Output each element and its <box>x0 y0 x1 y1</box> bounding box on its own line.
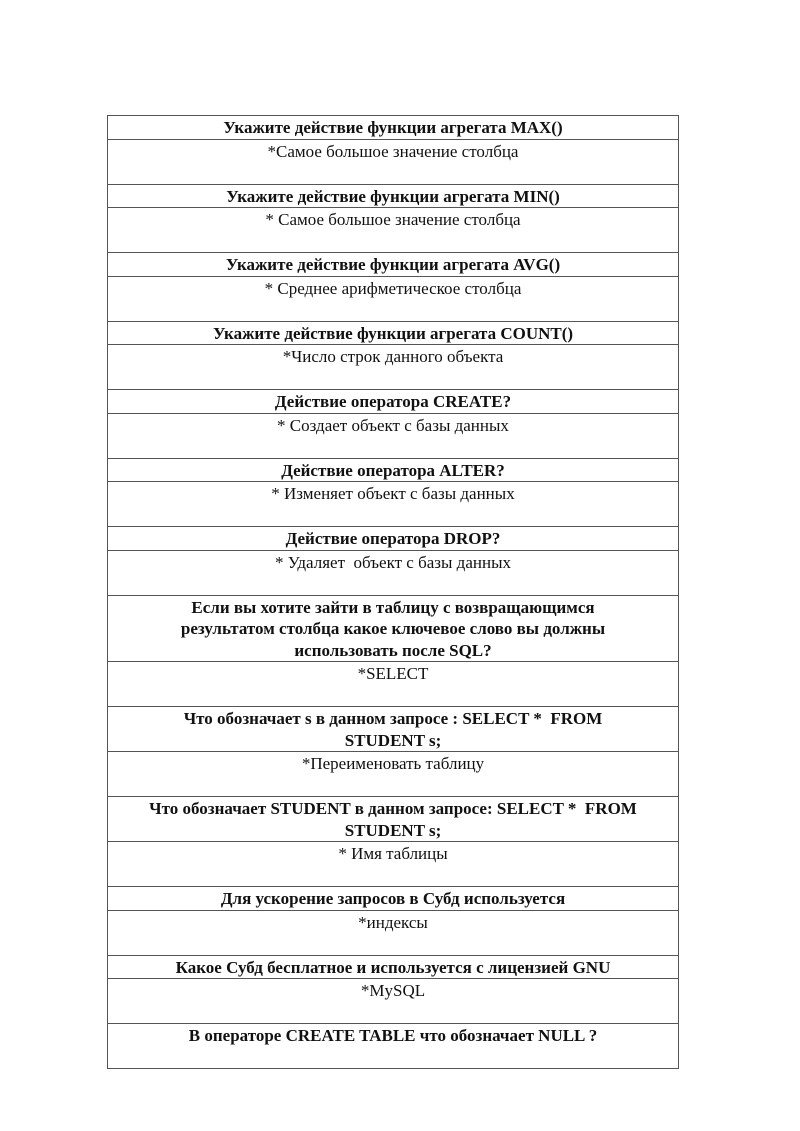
question-text: Укажите действие функции агрегата AVG() <box>225 255 561 274</box>
answer-cell <box>108 550 679 595</box>
answer-row <box>108 413 679 458</box>
answer-text: * Среднее арифметическое столбца <box>264 278 522 298</box>
answer-row <box>108 208 679 253</box>
question-cell <box>108 595 679 662</box>
question-row <box>108 458 679 482</box>
answer-text: * Самое большое значение столбца <box>265 210 521 229</box>
question-cell <box>108 527 679 551</box>
question-cell <box>108 116 679 140</box>
answer-cell <box>108 910 679 955</box>
question-cell <box>108 321 679 345</box>
answer-row <box>108 276 679 321</box>
question-text: В операторе CREATE TABLE что обозначает NULL ? <box>188 1026 598 1045</box>
question-row <box>108 1024 679 1069</box>
answer-text: *MySQL <box>360 981 426 1000</box>
answer-row <box>108 979 679 1024</box>
answer-text: *Переименовать таблицу <box>301 754 485 773</box>
answer-cell <box>108 208 679 253</box>
question-text: Какое Субд бесплатное и используется с лицензией GNU <box>175 957 611 977</box>
answer-row <box>108 139 679 184</box>
question-row <box>108 116 679 140</box>
question-row <box>108 527 679 551</box>
quiz-table <box>107 115 679 1069</box>
question-text: Укажите действие функции агрегата COUNT() <box>212 323 574 343</box>
question-row <box>108 321 679 345</box>
answer-row <box>108 550 679 595</box>
answer-row <box>108 752 679 797</box>
question-cell <box>108 458 679 482</box>
answer-cell <box>108 482 679 527</box>
question-text: Для ускорение запросов в Субд используется <box>220 889 566 908</box>
question-cell <box>108 887 679 911</box>
question-row <box>108 253 679 277</box>
answer-cell <box>108 842 679 887</box>
question-cell <box>108 253 679 277</box>
question-text: Действие оператора DROP? <box>285 529 501 548</box>
answer-row <box>108 842 679 887</box>
question-text: Укажите действие функции агрегата MIN() <box>226 186 560 206</box>
question-cell <box>108 1024 679 1069</box>
answer-cell <box>108 345 679 390</box>
answer-row <box>108 345 679 390</box>
answer-text: *Самое большое значение столбца <box>267 141 519 161</box>
answer-row <box>108 482 679 527</box>
question-row <box>108 595 679 662</box>
answer-cell <box>108 139 679 184</box>
question-row <box>108 955 679 979</box>
question-text: Если вы хотите зайти в таблицу с возвращающимся результатом столбца какое ключевое слово вы должны использовать после SQL? <box>180 597 606 660</box>
question-text: Укажите действие функции агрегата MAX() <box>223 118 563 137</box>
answer-text: *индексы <box>358 912 428 932</box>
question-text: Действие оператора CREATE? <box>274 392 512 411</box>
question-cell <box>108 707 679 752</box>
answer-cell <box>108 276 679 321</box>
question-row <box>108 184 679 208</box>
question-cell <box>108 390 679 414</box>
question-row <box>108 707 679 752</box>
answer-text: * Создает объект с базы данных <box>277 415 509 435</box>
question-text: Действие оператора ALTER? <box>281 460 505 480</box>
answer-cell <box>108 662 679 707</box>
question-text: Что обозначает STUDENT в данном запросе: SELECT * FROM STUDENT s; <box>149 799 642 840</box>
question-cell <box>108 797 679 842</box>
question-row <box>108 797 679 842</box>
answer-text: *SELECT <box>357 664 429 683</box>
answer-text: * Удаляет объект с базы данных <box>275 552 511 572</box>
answer-cell <box>108 413 679 458</box>
answer-cell <box>108 752 679 797</box>
question-cell <box>108 184 679 208</box>
answer-text: * Имя таблицы <box>338 844 448 863</box>
question-cell <box>108 955 679 979</box>
answer-row <box>108 910 679 955</box>
question-text: Что обозначает s в данном запросе : SELECT * FROM STUDENT s; <box>183 709 607 750</box>
answer-text: * Изменяет объект с базы данных <box>271 484 515 503</box>
answer-text: *Число строк данного объекта <box>282 347 504 366</box>
question-row <box>108 390 679 414</box>
question-row <box>108 887 679 911</box>
answer-row <box>108 662 679 707</box>
answer-cell <box>108 979 679 1024</box>
